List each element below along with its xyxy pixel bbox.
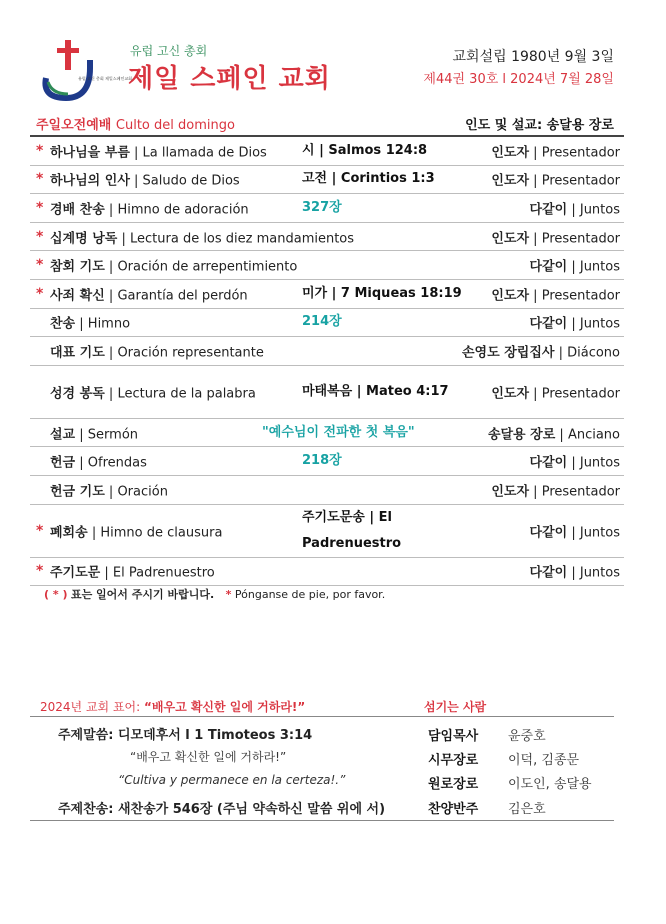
order-leader-es: Juntos (579, 316, 620, 332)
note-ko: 표는 일어서 주시기 바랍니다. (70, 588, 215, 601)
standing-marker: * (36, 522, 44, 539)
standing-marker: * (36, 228, 44, 245)
motto-text: “배우고 확신한 일에 거하라!” (144, 700, 306, 714)
divider-bottom (30, 716, 614, 717)
order-item-name (50, 452, 147, 471)
order-item-leader (491, 141, 620, 160)
order-row (30, 476, 624, 505)
order-leader-ko: 인도자 (491, 231, 530, 247)
order-sep: | (121, 231, 126, 247)
order-leader-ko: 다같이 (529, 455, 568, 471)
order-sep: | (571, 525, 576, 541)
order-item-name (50, 198, 249, 217)
servant-name: 이덕, 김종문 (508, 753, 580, 769)
founded-date: 교회설립 1980년 9월 3일 (452, 49, 614, 65)
theme-verse-ref: 주제말씀: 디모데후서 l 1 Timoteos 3:14 (58, 728, 313, 743)
order-sep: | (108, 484, 114, 500)
note-es: Pónganse de pie, por favor. (234, 588, 386, 601)
order-leader-es: Presentador (541, 145, 620, 161)
order-item-es: Oración de arrepentimiento (117, 259, 298, 275)
order-item-ko: 폐회송 (50, 525, 88, 541)
order-item-ref: 327장 (302, 199, 342, 215)
order-sep: | (571, 455, 576, 471)
order-row (30, 251, 624, 280)
order-item-leader (462, 341, 620, 360)
order-sep: | (79, 427, 84, 443)
order-item-leader (491, 480, 620, 499)
order-item-es: El Padrenuestro (112, 565, 215, 581)
order-item-es: Ofrendas (87, 455, 147, 471)
order-leader-es: Diácono (567, 345, 620, 361)
standing-marker: * (36, 563, 44, 580)
order-item-es: Himno de clausura (100, 525, 223, 541)
order-sep: | (559, 427, 564, 443)
servant-row (428, 795, 618, 819)
motto-header (40, 698, 305, 715)
servant-row (428, 771, 618, 795)
order-item-leader (530, 198, 621, 217)
order-leader-ko: 인도자 (491, 288, 530, 304)
order-leader-es: Presentador (541, 231, 620, 247)
order-item-ko: 십계명 낭독 (50, 231, 118, 247)
order-item-name (50, 227, 354, 246)
order-item-es: Saludo de Dios (142, 173, 240, 189)
order-item-ko: 경배 찬송 (50, 202, 105, 218)
servant-role: 원로장로 (428, 777, 479, 793)
order-sep: | (108, 202, 114, 218)
order-item-ref: 218장 (302, 453, 342, 469)
order-item-ko: 하나님을 부름 (50, 145, 130, 161)
order-item-leader (530, 521, 621, 540)
servant-role: 담임목사 (428, 728, 479, 744)
order-item-leader (530, 256, 621, 275)
order-item-ko: 설교 (50, 427, 76, 443)
order-row (30, 309, 624, 338)
order-leader-es: Juntos (579, 525, 620, 541)
logo-text: 유럽 고신 총회 제일스페인교회 (78, 76, 133, 81)
order-row (30, 166, 624, 195)
order-item-ko: 참회 기도 (50, 259, 105, 275)
order-item-leader (491, 227, 620, 246)
order-item-name (50, 423, 138, 442)
order-item-es: Himno (87, 316, 131, 332)
servant-role: 시무장로 (428, 753, 479, 769)
order-item-name (50, 284, 248, 303)
order-leader-ko: 인도자 (491, 484, 530, 500)
order-leader-es: Juntos (579, 455, 620, 471)
order-item-es: Sermón (87, 427, 139, 443)
order-leader-es: Juntos (579, 565, 620, 581)
order-leader-es: Presentador (541, 386, 620, 402)
order-item-ko: 주기도문 (50, 565, 101, 581)
order-leader-es: Juntos (579, 259, 620, 275)
org-name: 유럽 고신 총회 (130, 44, 208, 58)
note-paren-star: ( * ) (44, 588, 68, 601)
servant-name: 이도인, 송달용 (508, 777, 592, 793)
order-item-leader (488, 423, 620, 442)
order-item-leader (530, 562, 621, 581)
order-row (30, 505, 624, 558)
servant-name: 김은호 (508, 801, 546, 817)
order-sep: | (108, 259, 114, 275)
order-row (30, 223, 624, 252)
order-sep: | (79, 455, 84, 471)
order-leader-ko: 손영도 장립집사 (462, 345, 555, 361)
order-leader-ko: 다같이 (529, 202, 568, 218)
order-item-name (50, 382, 256, 401)
order-item-ko: 헌금 기도 (50, 484, 105, 500)
order-item-leader (491, 284, 620, 303)
order-item-leader (530, 313, 621, 332)
servant-row (428, 722, 618, 746)
standing-marker: * (36, 142, 44, 159)
service-title (36, 114, 235, 133)
order-leader-es: Presentador (541, 173, 620, 189)
church-logo (38, 38, 133, 102)
order-leader-ko: 인도자 (491, 145, 530, 161)
order-item-es: Himno de adoración (117, 202, 249, 218)
order-item-ko: 성경 봉독 (50, 386, 105, 402)
service-title-es: Culto del domingo (115, 118, 235, 133)
order-sep: | (571, 565, 576, 581)
order-item-ref: 주기도문송 | El Padrenuestro (302, 509, 402, 551)
order-of-worship (30, 137, 624, 586)
order-sep: | (571, 316, 576, 332)
order-item-ko: 하나님의 인사 (50, 173, 130, 189)
order-row (30, 419, 624, 448)
theme-verse-es: “Cultiva y permanece en la certeza!.” (118, 773, 346, 787)
order-row (30, 447, 624, 476)
order-item-es: Garantía del perdón (117, 288, 248, 304)
order-sep: | (134, 145, 139, 161)
order-item-ref: 마태복음 | Mateo 4:17 (302, 383, 449, 399)
order-item-ref: "예수님이 전파한 첫 복음" (262, 424, 415, 440)
order-item-es: La llamada de Dios (142, 145, 267, 161)
order-row (30, 137, 624, 166)
standing-marker: * (36, 171, 44, 188)
order-leader-ko: 인도자 (491, 386, 530, 402)
order-row (30, 280, 624, 309)
order-sep: | (104, 565, 109, 581)
order-leader-ko: 다같이 (529, 525, 568, 541)
order-item-name (50, 141, 267, 160)
order-sep: | (533, 231, 538, 247)
order-sep: | (108, 345, 114, 361)
order-item-es: Lectura de la palabra (117, 386, 256, 402)
order-sep: | (108, 288, 114, 304)
order-sep: | (79, 316, 84, 332)
order-sep: | (533, 173, 538, 189)
theme-hymn: 주제찬송: 새찬송가 546장 (주님 약속하신 말씀 위에 서) (58, 802, 386, 817)
order-leader-ko: 다같이 (529, 259, 568, 275)
order-item-name (50, 341, 264, 360)
order-row (30, 558, 624, 587)
order-sep: | (533, 145, 538, 161)
order-item-ko: 찬송 (50, 316, 76, 332)
order-item-ko: 대표 기도 (50, 345, 105, 361)
service-title-ko: 주일오전예배 (36, 118, 112, 133)
order-sep: | (558, 345, 563, 361)
order-item-es: Oración representante (117, 345, 264, 361)
order-item-name (50, 562, 215, 581)
servants-list (428, 722, 618, 820)
order-item-name (50, 480, 168, 499)
order-item-ref: 214장 (302, 314, 342, 330)
order-sep: | (134, 173, 139, 189)
servant-row (428, 746, 618, 770)
order-item-ko: 헌금 (50, 455, 76, 471)
order-item-name (50, 521, 222, 540)
order-leader-ko: 송달용 장로 (487, 427, 556, 443)
service-leader: 인도 및 설교: 송달용 장로 (465, 118, 614, 133)
order-leader-es: Anciano (567, 427, 620, 443)
order-sep: | (571, 202, 576, 218)
order-sep: | (108, 386, 114, 402)
order-leader-es: Presentador (541, 288, 620, 304)
order-row (30, 366, 624, 419)
order-leader-ko: 다같이 (529, 565, 568, 581)
order-leader-es: Presentador (541, 484, 620, 500)
order-item-ref: 미가 | 7 Miqueas 18:19 (302, 285, 462, 301)
order-leader-es: Juntos (579, 202, 620, 218)
order-leader-ko: 인도자 (491, 173, 530, 189)
church-name: 제일 스페인 교회 (128, 64, 331, 94)
motto-label: 2024년 교회 표어: (40, 700, 141, 714)
order-item-es: Lectura de los diez mandamientos (130, 231, 355, 247)
order-sep: | (533, 484, 538, 500)
standing-note (44, 586, 385, 602)
note-star: * (225, 588, 232, 601)
order-row (30, 337, 624, 366)
order-item-ko: 사죄 확신 (50, 288, 105, 304)
standing-marker: * (36, 199, 44, 216)
order-sep: | (533, 386, 538, 402)
order-row (30, 194, 624, 223)
order-item-name (50, 170, 240, 189)
order-sep: | (91, 525, 97, 541)
order-item-es: Oración (117, 484, 168, 500)
order-item-ref: 시 | Salmos 124:8 (302, 142, 428, 158)
order-item-leader (530, 452, 621, 471)
order-item-leader (491, 382, 620, 401)
order-sep: | (571, 259, 576, 275)
servant-name: 윤중호 (508, 728, 546, 744)
servant-role: 찬양반주 (428, 801, 479, 817)
order-item-name (50, 256, 297, 275)
order-item-ref: 고전 | Corintios 1:3 (302, 171, 435, 187)
order-item-name (50, 313, 130, 332)
theme-verse-ko: “배우고 확신한 일에 거하라!” (130, 750, 287, 764)
order-sep: | (533, 288, 538, 304)
standing-marker: * (36, 285, 44, 302)
servants-title: 섬기는 사람 (424, 700, 487, 714)
divider-end (30, 820, 614, 821)
order-leader-ko: 다같이 (529, 316, 568, 332)
issue-info: 제44권 30호 l 2024년 7월 28일 (423, 72, 614, 87)
order-item-leader (491, 170, 620, 189)
standing-marker: * (36, 257, 44, 274)
